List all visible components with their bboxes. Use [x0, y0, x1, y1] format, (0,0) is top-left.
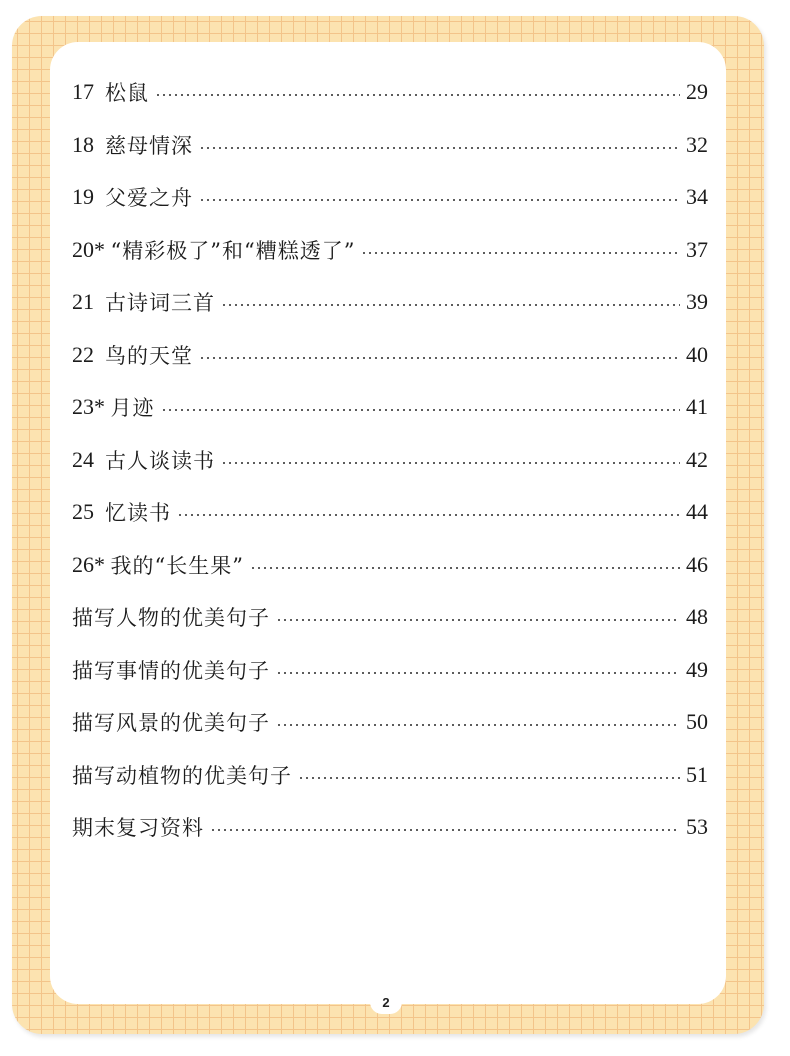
entry-number: 17 — [72, 79, 105, 104]
toc-entry[interactable] — [72, 702, 708, 742]
dot-leader — [276, 619, 680, 621]
entry-page: 44 — [686, 499, 708, 524]
entry-number: 22 — [72, 342, 105, 367]
entry-page: 50 — [686, 709, 708, 734]
entry-title: 慈母情深 — [105, 134, 193, 158]
entry-title: 古人谈读书 — [105, 449, 215, 473]
entry-title: 描写动植物的优美句子 — [72, 764, 292, 788]
dot-leader — [276, 724, 680, 726]
toc-entry[interactable] — [72, 755, 708, 795]
entry-number: 25 — [72, 499, 105, 524]
dot-leader — [199, 357, 680, 359]
entry-page: 34 — [686, 184, 708, 209]
entry-number: 24 — [72, 447, 105, 472]
entry-page: 46 — [686, 552, 708, 577]
entry-number: 21 — [72, 289, 105, 314]
entry-page: 40 — [686, 342, 708, 367]
dot-leader — [161, 409, 681, 411]
entry-title: “精彩极了”和“糟糕透了” — [110, 239, 356, 263]
entry-title: 忆读书 — [105, 501, 171, 525]
toc-entry[interactable] — [72, 440, 708, 480]
dot-leader — [155, 94, 680, 96]
dot-leader — [221, 304, 680, 306]
toc-entry[interactable] — [72, 125, 708, 165]
entry-page: 29 — [686, 79, 708, 104]
dot-leader — [177, 514, 680, 516]
toc-entry[interactable] — [72, 597, 708, 637]
entry-title: 描写风景的优美句子 — [72, 711, 270, 735]
entry-page: 53 — [686, 814, 708, 839]
toc-entry[interactable] — [72, 282, 708, 322]
toc-entry[interactable] — [72, 650, 708, 690]
entry-title: 松鼠 — [105, 81, 149, 105]
entry-page: 48 — [686, 604, 708, 629]
entry-title: 月迹 — [110, 396, 155, 420]
entry-title: 古诗词三首 — [105, 291, 215, 315]
dot-leader — [221, 462, 680, 464]
dot-leader — [250, 567, 680, 569]
toc-entry[interactable] — [72, 387, 708, 427]
toc-entry[interactable] — [72, 545, 708, 585]
dot-leader — [298, 777, 680, 779]
entry-page: 49 — [686, 657, 708, 682]
entry-title: 描写事情的优美句子 — [72, 659, 270, 683]
toc-entry[interactable] — [72, 230, 708, 270]
toc-entry[interactable] — [72, 492, 708, 532]
toc-entry[interactable] — [72, 177, 708, 217]
entry-number: 26* — [72, 552, 111, 577]
entry-title: 父爱之舟 — [105, 186, 193, 210]
entry-title: 鸟的天堂 — [105, 344, 193, 368]
entry-number: 20* — [72, 237, 111, 262]
entry-title: 描写人物的优美句子 — [72, 606, 270, 630]
entry-page: 39 — [686, 289, 708, 314]
entry-page: 37 — [686, 237, 708, 262]
toc-entry[interactable] — [72, 72, 708, 112]
dot-leader — [199, 147, 680, 149]
toc-entry[interactable] — [72, 335, 708, 375]
dot-leader — [276, 672, 680, 674]
entry-page: 32 — [686, 132, 708, 157]
toc-card — [50, 42, 726, 1004]
dot-leader — [210, 829, 680, 831]
entry-page: 51 — [686, 762, 708, 787]
entry-page: 41 — [686, 394, 708, 419]
entry-title: 我的“长生果” — [110, 554, 244, 578]
entry-title: 期末复习资料 — [72, 816, 204, 840]
toc-entry[interactable] — [72, 807, 708, 847]
dot-leader — [199, 199, 680, 201]
entry-number: 18 — [72, 132, 105, 157]
entry-number: 23* — [72, 394, 111, 419]
entry-page: 42 — [686, 447, 708, 472]
dot-leader — [361, 252, 680, 254]
entry-number: 19 — [72, 184, 105, 209]
page-number-badge: 2 — [370, 990, 402, 1014]
